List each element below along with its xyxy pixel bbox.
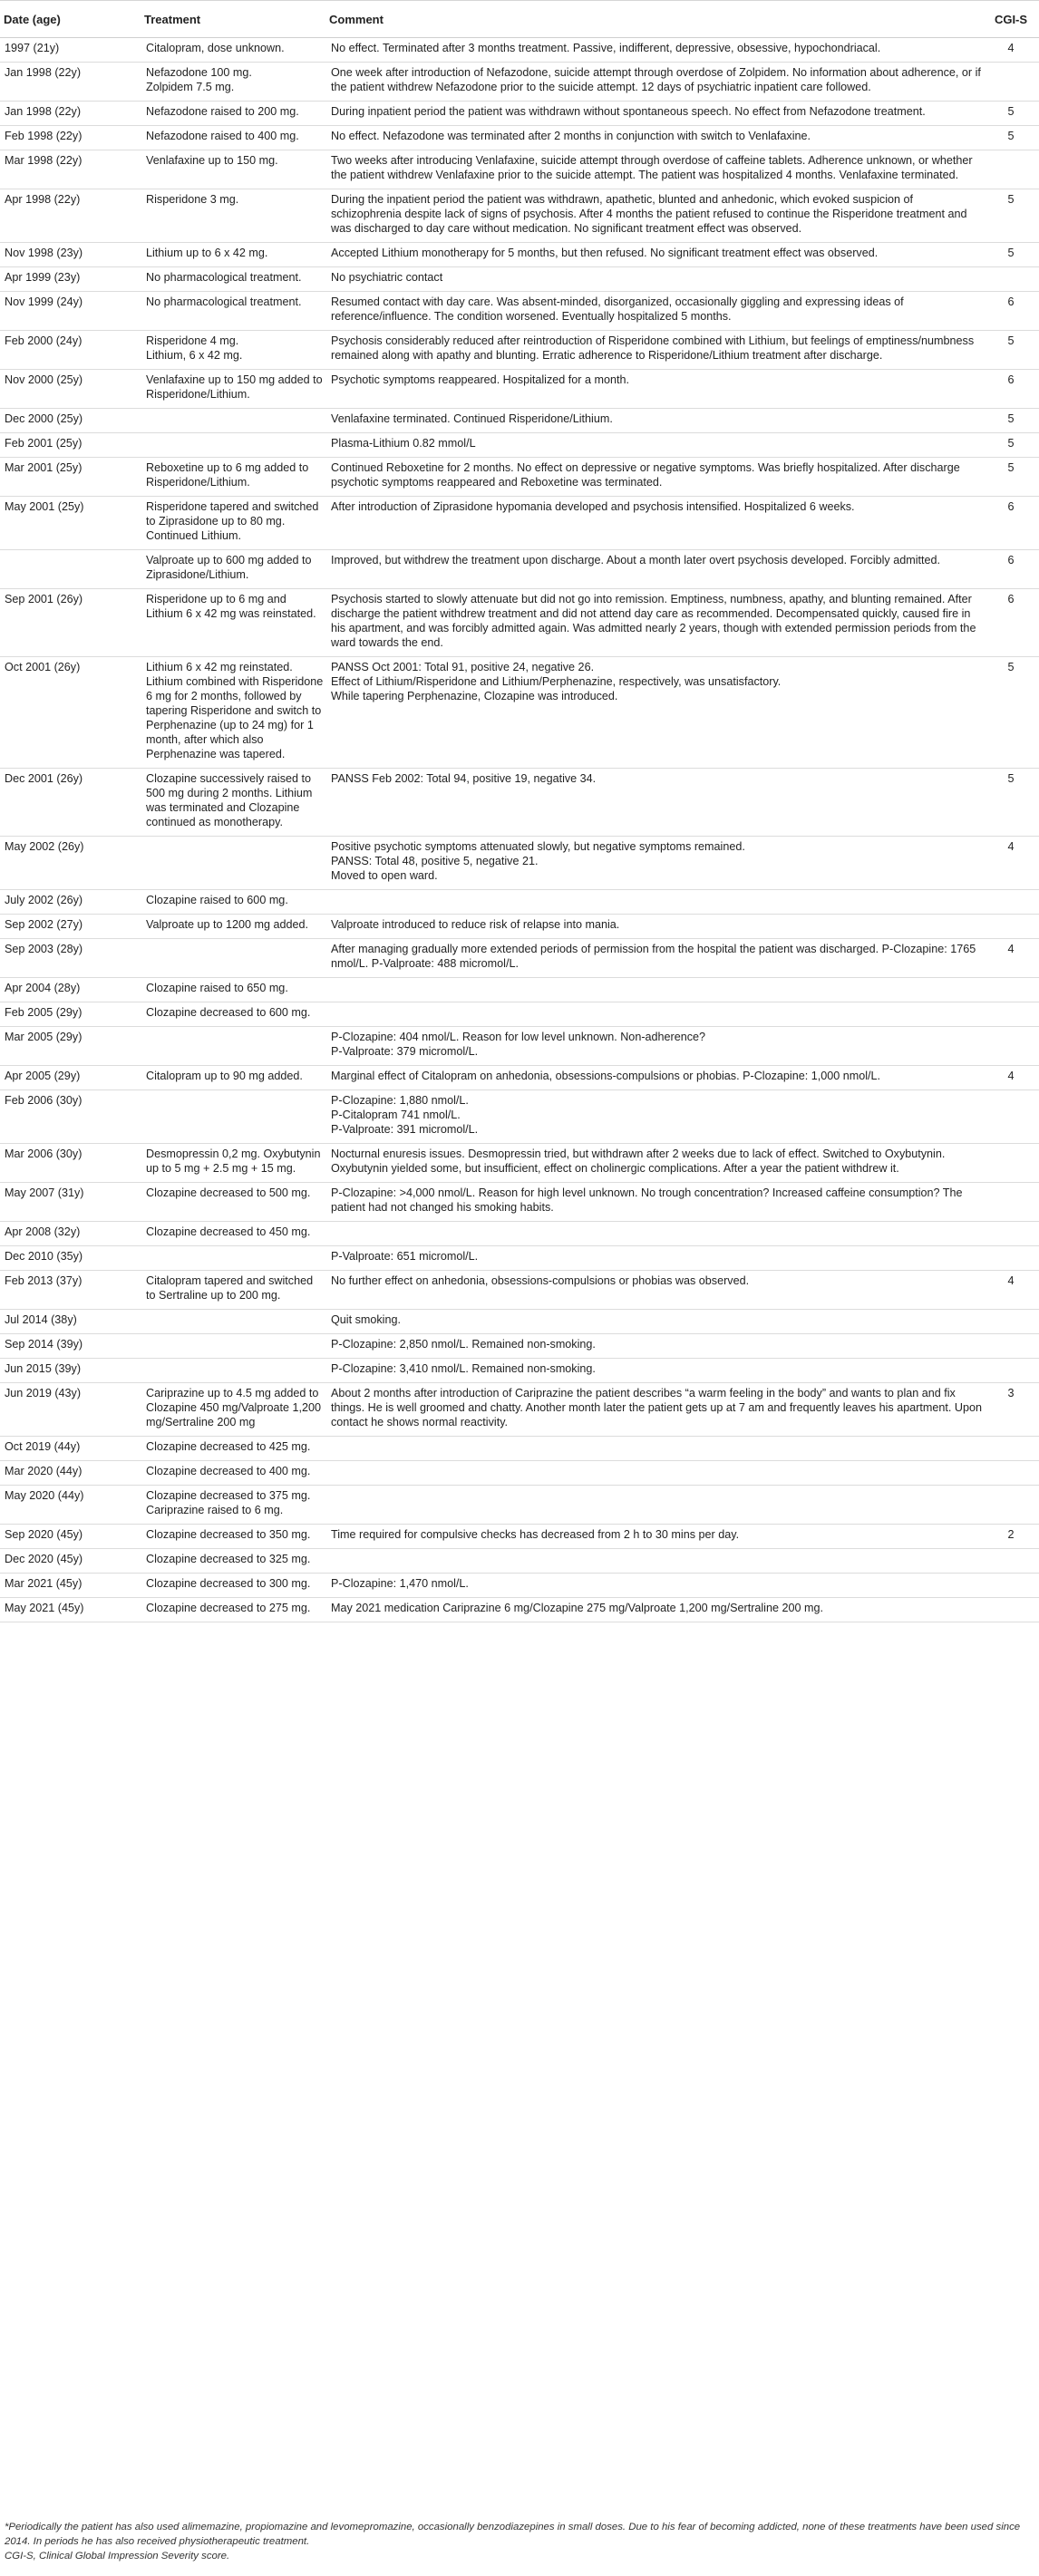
row-cgi-cell [983,1002,1039,1027]
row-comment-cell: No psychiatric contact [325,267,983,292]
row-treatment-cell: Desmopressin 0,2 mg. Oxybutynin up to 5 mg + 2.5 mg + 15 mg. [141,1144,325,1183]
row-cgi-cell [983,1246,1039,1271]
table-row [0,433,1039,458]
row-cgi-cell: 5 [983,657,1039,769]
row-treatment-cell [141,939,325,978]
row-comment-cell: Valproate introduced to reduce risk of relapse into mania. [325,915,983,939]
table-row [0,1066,1039,1090]
row-cgi-cell [983,1310,1039,1334]
row-comment-cell [325,890,983,915]
row-comment-cell: Psychosis started to slowly attenuate but did not go into remission. Emptiness, numbness, apathy, and blunting remained. After discharge the patient withdrew treatment and did not attend day care as recommended. Decompensated quickly, caused fire in his apartment, and was forcibly admitted again. Was admitted nearly 2 years, though with extended permission periods from the ward towards the end. [325,589,983,657]
table-row [0,189,1039,243]
table-row [0,267,1039,292]
table-row [0,1525,1039,1549]
row-treatment-cell: Risperidone up to 6 mg and Lithium 6 x 42 mg was reinstated. [141,589,325,657]
row-treatment-cell: Clozapine raised to 600 mg. [141,890,325,915]
row-cgi-cell: 6 [983,370,1039,409]
row-date-cell: Mar 2021 (45y) [0,1574,141,1598]
table-row [0,1310,1039,1334]
table-row [0,1183,1039,1222]
table-row [0,657,1039,769]
table-row [0,1002,1039,1027]
table-row [0,1437,1039,1461]
header-date: Date (age) [0,1,141,38]
row-comment-cell: PANSS Feb 2002: Total 94, positive 19, negative 34. [325,769,983,837]
row-treatment-cell: Clozapine decreased to 600 mg. [141,1002,325,1027]
row-comment-cell: Psychotic symptoms reappeared. Hospitalized for a month. [325,370,983,409]
row-cgi-cell: 3 [983,1383,1039,1437]
row-comment-cell [325,1549,983,1574]
row-date-cell: Feb 2005 (29y) [0,1002,141,1027]
row-comment-cell: No effect. Terminated after 3 months treatment. Passive, indifferent, depressive, obsessive, hypochondriacal. [325,38,983,63]
table-body [0,38,1039,1622]
table-row [0,1549,1039,1574]
row-cgi-cell: 4 [983,38,1039,63]
row-treatment-cell: Clozapine decreased to 400 mg. [141,1461,325,1486]
table-row [0,1359,1039,1383]
row-date-cell: Sep 2003 (28y) [0,939,141,978]
row-treatment-cell: Clozapine raised to 650 mg. [141,978,325,1002]
row-date-cell: Nov 1999 (24y) [0,292,141,331]
row-date-cell: Oct 2001 (26y) [0,657,141,769]
row-date-cell: May 2002 (26y) [0,837,141,890]
row-date-cell: Apr 1999 (23y) [0,267,141,292]
row-comment-cell: Psychosis considerably reduced after reintroduction of Risperidone combined with Lithium, but feelings of emptiness/numbness remained along with apathy and blunting. Erratic adherence to Risperidone/Lithium treatment after discharge. [325,331,983,370]
row-treatment-cell: Nefazodone raised to 400 mg. [141,126,325,150]
row-comment-cell: After managing gradually more extended periods of permission from the hospital the patient was discharged. P-Clozapine: 1765 nmol/L. P-Valproate: 488 micromol/L. [325,939,983,978]
row-date-cell: Feb 2000 (24y) [0,331,141,370]
row-treatment-cell: Clozapine decreased to 325 mg. [141,1549,325,1574]
row-date-cell: Mar 2001 (25y) [0,458,141,497]
row-comment-cell: No effect. Nefazodone was terminated after 2 months in conjunction with switch to Venlafaxine. [325,126,983,150]
table-row [0,589,1039,657]
row-cgi-cell [983,1549,1039,1574]
row-cgi-cell: 5 [983,189,1039,243]
table-row [0,915,1039,939]
row-date-cell: Jan 1998 (22y) [0,63,141,102]
table-row [0,243,1039,267]
row-treatment-cell: Reboxetine up to 6 mg added to Risperidone/Lithium. [141,458,325,497]
row-comment-cell: Venlafaxine terminated. Continued Risperidone/Lithium. [325,409,983,433]
table-row [0,1222,1039,1246]
row-comment-cell: P-Clozapine: 2,850 nmol/L. Remained non-smoking. [325,1334,983,1359]
table-row [0,1461,1039,1486]
row-cgi-cell [983,1359,1039,1383]
row-date-cell: Sep 2001 (26y) [0,589,141,657]
row-cgi-cell [983,1437,1039,1461]
row-treatment-cell: Clozapine successively raised to 500 mg during 2 months. Lithium was terminated and Clozapine continued as monotherapy. [141,769,325,837]
row-treatment-cell: Nefazodone raised to 200 mg. [141,102,325,126]
row-treatment-cell: Clozapine decreased to 425 mg. [141,1437,325,1461]
row-cgi-cell: 5 [983,458,1039,497]
row-cgi-cell [983,1027,1039,1066]
row-cgi-cell [983,1486,1039,1525]
table-row [0,1598,1039,1622]
row-comment-cell [325,1461,983,1486]
row-cgi-cell [983,1090,1039,1144]
table-row [0,126,1039,150]
row-cgi-cell: 6 [983,292,1039,331]
row-treatment-cell: Cariprazine up to 4.5 mg added to Clozapine 450 mg/Valproate 1,200 mg/Sertraline 200 mg [141,1383,325,1437]
row-comment-cell: Marginal effect of Citalopram on anhedonia, obsessions-compulsions or phobias. P-Clozapine: 1,000 nmol/L. [325,1066,983,1090]
row-date-cell: Dec 2000 (25y) [0,409,141,433]
row-treatment-cell [141,433,325,458]
row-comment-cell: Positive psychotic symptoms attenuated slowly, but negative symptoms remained. PANSS: Total 48, positive 5, negative 21. Moved to open ward. [325,837,983,890]
table-row [0,458,1039,497]
row-date-cell: May 2020 (44y) [0,1486,141,1525]
row-treatment-cell: Nefazodone 100 mg. Zolpidem 7.5 mg. [141,63,325,102]
row-treatment-cell: Clozapine decreased to 500 mg. [141,1183,325,1222]
row-comment-cell: Quit smoking. [325,1310,983,1334]
table-row [0,409,1039,433]
row-comment-cell: Continued Reboxetine for 2 months. No effect on depressive or negative symptoms. Was briefly hospitalized. After discharge psychotic symptoms reappeared and Reboxetine was terminated. [325,458,983,497]
row-treatment-cell: Clozapine decreased to 300 mg. [141,1574,325,1598]
row-date-cell: May 2007 (31y) [0,1183,141,1222]
row-cgi-cell [983,1222,1039,1246]
table-row [0,150,1039,189]
row-date-cell: Oct 2019 (44y) [0,1437,141,1461]
row-date-cell: Dec 2010 (35y) [0,1246,141,1271]
table-row [0,1486,1039,1525]
row-treatment-cell [141,1359,325,1383]
row-cgi-cell [983,150,1039,189]
table-row [0,497,1039,550]
row-treatment-cell: Risperidone 3 mg. [141,189,325,243]
row-date-cell: 1997 (21y) [0,38,141,63]
row-cgi-cell: 5 [983,409,1039,433]
row-date-cell: Apr 2004 (28y) [0,978,141,1002]
row-date-cell: Jun 2019 (43y) [0,1383,141,1437]
header-comment: Comment [325,1,983,38]
row-date-cell: Sep 2002 (27y) [0,915,141,939]
row-cgi-cell: 5 [983,769,1039,837]
row-cgi-cell: 6 [983,497,1039,550]
table-row [0,102,1039,126]
table-row [0,1246,1039,1271]
row-cgi-cell: 4 [983,1066,1039,1090]
table-row [0,370,1039,409]
row-date-cell [0,550,141,589]
row-cgi-cell: 5 [983,102,1039,126]
table-row [0,331,1039,370]
row-date-cell: Feb 1998 (22y) [0,126,141,150]
row-treatment-cell: Clozapine decreased to 350 mg. [141,1525,325,1549]
row-comment-cell: P-Clozapine: 404 nmol/L. Reason for low level unknown. Non-adherence? P-Valproate: 379 micromol/L. [325,1027,983,1066]
row-comment-cell [325,1222,983,1246]
row-date-cell: Mar 2005 (29y) [0,1027,141,1066]
row-cgi-cell [983,978,1039,1002]
row-comment-cell: After introduction of Ziprasidone hypomania developed and psychosis intensified. Hospitalized 6 weeks. [325,497,983,550]
header-cgi: CGI-S [983,1,1039,38]
row-cgi-cell: 4 [983,1271,1039,1310]
table-row [0,38,1039,63]
row-comment-cell: P-Valproate: 651 micromol/L. [325,1246,983,1271]
row-comment-cell: One week after introduction of Nefazodone, suicide attempt through overdose of Zolpidem. No information about adherence, or if the patient withdrew Nefazodone prior to the suicide attempt. 12 days of psychiatric inpatient care followed. [325,63,983,102]
row-date-cell: Nov 1998 (23y) [0,243,141,267]
table-row [0,63,1039,102]
row-treatment-cell: Clozapine decreased to 275 mg. [141,1598,325,1622]
row-date-cell: Apr 2005 (29y) [0,1066,141,1090]
table-row [0,890,1039,915]
row-cgi-cell: 5 [983,331,1039,370]
row-date-cell: Sep 2014 (39y) [0,1334,141,1359]
row-treatment-cell [141,837,325,890]
row-date-cell: May 2021 (45y) [0,1598,141,1622]
row-comment-cell: Two weeks after introducing Venlafaxine, suicide attempt through overdose of caffeine tablets. Adherence unknown, or whether the patient withdrew Venlafaxine prior to the suicide attempt. The patient was hospitalized 4 months. Venlafaxine terminated. [325,150,983,189]
row-treatment-cell: No pharmacological treatment. [141,267,325,292]
row-treatment-cell: Valproate up to 1200 mg added. [141,915,325,939]
row-cgi-cell [983,915,1039,939]
row-comment-cell: Nocturnal enuresis issues. Desmopressin tried, but withdrawn after 2 weeks due to lack of effect. Switched to Oxybutynin. Oxybutynin yielded some, but insufficient, effect on cholinergic complications. After a year the patient withdrew it. [325,1144,983,1183]
row-comment-cell: During the inpatient period the patient was withdrawn, apathetic, blunted and anhedonic, which evoked suspicion of schizophrenia despite lack of signs of psychosis. After 4 months the patient refused to continue the Risperidone treatment and was discharged to day care without medication. No significant treatment effect was observed. [325,189,983,243]
row-cgi-cell [983,63,1039,102]
row-treatment-cell [141,1334,325,1359]
row-treatment-cell: Lithium up to 6 x 42 mg. [141,243,325,267]
row-cgi-cell [983,1598,1039,1622]
row-comment-cell [325,978,983,1002]
row-date-cell: Jan 1998 (22y) [0,102,141,126]
row-treatment-cell: Clozapine decreased to 375 mg. Cariprazine raised to 6 mg. [141,1486,325,1525]
table-row [0,1144,1039,1183]
row-comment-cell: May 2021 medication Cariprazine 6 mg/Clozapine 275 mg/Valproate 1,200 mg/Sertraline 200 mg. [325,1598,983,1622]
row-treatment-cell [141,1246,325,1271]
table-row [0,1027,1039,1066]
row-date-cell: Dec 2020 (45y) [0,1549,141,1574]
row-treatment-cell [141,409,325,433]
row-comment-cell: P-Clozapine: 1,470 nmol/L. [325,1574,983,1598]
row-date-cell: Jun 2015 (39y) [0,1359,141,1383]
header-treatment: Treatment [141,1,325,38]
row-cgi-cell: 2 [983,1525,1039,1549]
row-date-cell: Feb 2013 (37y) [0,1271,141,1310]
table-row [0,837,1039,890]
row-comment-cell: Plasma-Lithium 0.82 mmol/L [325,433,983,458]
table-row [0,978,1039,1002]
row-date-cell: Mar 2020 (44y) [0,1461,141,1486]
row-comment-cell [325,1437,983,1461]
row-treatment-cell: Venlafaxine up to 150 mg added to Risperidone/Lithium. [141,370,325,409]
row-date-cell: May 2001 (25y) [0,497,141,550]
row-comment-cell: Resumed contact with day care. Was absent-minded, disorganized, occasionally giggling and expressing ideas of reference/influence. The condition worsened. Eventually hospitalized 5 months. [325,292,983,331]
row-treatment-cell: Citalopram tapered and switched to Sertraline up to 200 mg. [141,1271,325,1310]
row-date-cell: Mar 2006 (30y) [0,1144,141,1183]
row-cgi-cell [983,1574,1039,1598]
row-date-cell: Mar 1998 (22y) [0,150,141,189]
row-treatment-cell [141,1090,325,1144]
table-row [0,1383,1039,1437]
row-date-cell: Feb 2001 (25y) [0,433,141,458]
row-date-cell: Feb 2006 (30y) [0,1090,141,1144]
row-comment-cell: About 2 months after introduction of Cariprazine the patient describes “a warm feeling in the body” and wants to plan and fix things. He is well groomed and chatty. Another month later the patient gets up at 7 am and frequently leaves his apartment. Upon contact he shows normal reactivity. [325,1383,983,1437]
row-treatment-cell: Clozapine decreased to 450 mg. [141,1222,325,1246]
table-row [0,769,1039,837]
row-treatment-cell: No pharmacological treatment. [141,292,325,331]
row-comment-cell [325,1486,983,1525]
table-row [0,292,1039,331]
row-treatment-cell [141,1027,325,1066]
row-treatment-cell: Citalopram up to 90 mg added. [141,1066,325,1090]
row-comment-cell: P-Clozapine: 3,410 nmol/L. Remained non-smoking. [325,1359,983,1383]
table-row [0,550,1039,589]
row-date-cell: Dec 2001 (26y) [0,769,141,837]
row-cgi-cell [983,1183,1039,1222]
row-cgi-cell: 6 [983,550,1039,589]
table-header [0,1,1039,38]
row-treatment-cell [141,1310,325,1334]
row-comment-cell: During inpatient period the patient was withdrawn without spontaneous speech. No effect from Nefazodone treatment. [325,102,983,126]
row-cgi-cell: 6 [983,589,1039,657]
row-treatment-cell: Risperidone tapered and switched to Ziprasidone up to 80 mg. Continued Lithium. [141,497,325,550]
row-date-cell: Apr 1998 (22y) [0,189,141,243]
row-date-cell: Sep 2020 (45y) [0,1525,141,1549]
footnote-medications: *Periodically the patient has also used alimemazine, propiomazine and levomepromazine, occasionally benzodiazepines in small doses. Due to his fear of becoming addicted, none of these treatments have been used since 2014. In periods he has also received physiotherapeutic treatment. [5,2522,1021,2547]
row-cgi-cell: 5 [983,433,1039,458]
row-cgi-cell [983,1334,1039,1359]
row-comment-cell: No further effect on anhedonia, obsessions-compulsions or phobias was observed. [325,1271,983,1310]
row-cgi-cell: 4 [983,837,1039,890]
row-treatment-cell: Lithium 6 x 42 mg reinstated. Lithium combined with Risperidone 6 mg for 2 months, followed by tapering Risperidone and switch to Perphenazine (up to 24 mg) for 1 month, after which also Perphenazine was tapered. [141,657,325,769]
row-comment-cell: P-Clozapine: >4,000 nmol/L. Reason for high level unknown. No trough concentration? Increased caffeine consumption? The patient had not changed his smoking habits. [325,1183,983,1222]
row-comment-cell [325,1002,983,1027]
row-treatment-cell: Valproate up to 600 mg added to Ziprasidone/Lithium. [141,550,325,589]
table-row [0,1090,1039,1144]
row-comment-cell: Improved, but withdrew the treatment upon discharge. About a month later overt psychosis developed. Forcibly admitted. [325,550,983,589]
table-row [0,1271,1039,1310]
row-comment-cell: Time required for compulsive checks has decreased from 2 h to 30 mins per day. [325,1525,983,1549]
table-row [0,1574,1039,1598]
row-date-cell: July 2002 (26y) [0,890,141,915]
footnote-abbreviation: CGI-S, Clinical Global Impression Severity score. [5,2551,230,2561]
row-comment-cell: P-Clozapine: 1,880 nmol/L. P-Citalopram 741 nmol/L. P-Valproate: 391 micromol/L. [325,1090,983,1144]
row-cgi-cell [983,890,1039,915]
table-row [0,1334,1039,1359]
row-date-cell: Jul 2014 (38y) [0,1310,141,1334]
row-date-cell: Apr 2008 (32y) [0,1222,141,1246]
row-comment-cell: PANSS Oct 2001: Total 91, positive 24, negative 26. Effect of Lithium/Risperidone and Lithium/Perphenazine, respectively, was unsatisfactory. While tapering Perphenazine, Clozapine was introduced. [325,657,983,769]
row-cgi-cell [983,267,1039,292]
table-footnotes [5,2520,1029,2563]
row-treatment-cell: Citalopram, dose unknown. [141,38,325,63]
row-date-cell: Nov 2000 (25y) [0,370,141,409]
row-cgi-cell [983,1461,1039,1486]
row-cgi-cell: 5 [983,126,1039,150]
row-treatment-cell: Risperidone 4 mg. Lithium, 6 x 42 mg. [141,331,325,370]
row-comment-cell: Accepted Lithium monotherapy for 5 months, but then refused. No significant treatment effect was observed. [325,243,983,267]
row-treatment-cell: Venlafaxine up to 150 mg. [141,150,325,189]
row-cgi-cell: 5 [983,243,1039,267]
row-cgi-cell [983,1144,1039,1183]
table-row [0,939,1039,978]
row-cgi-cell: 4 [983,939,1039,978]
